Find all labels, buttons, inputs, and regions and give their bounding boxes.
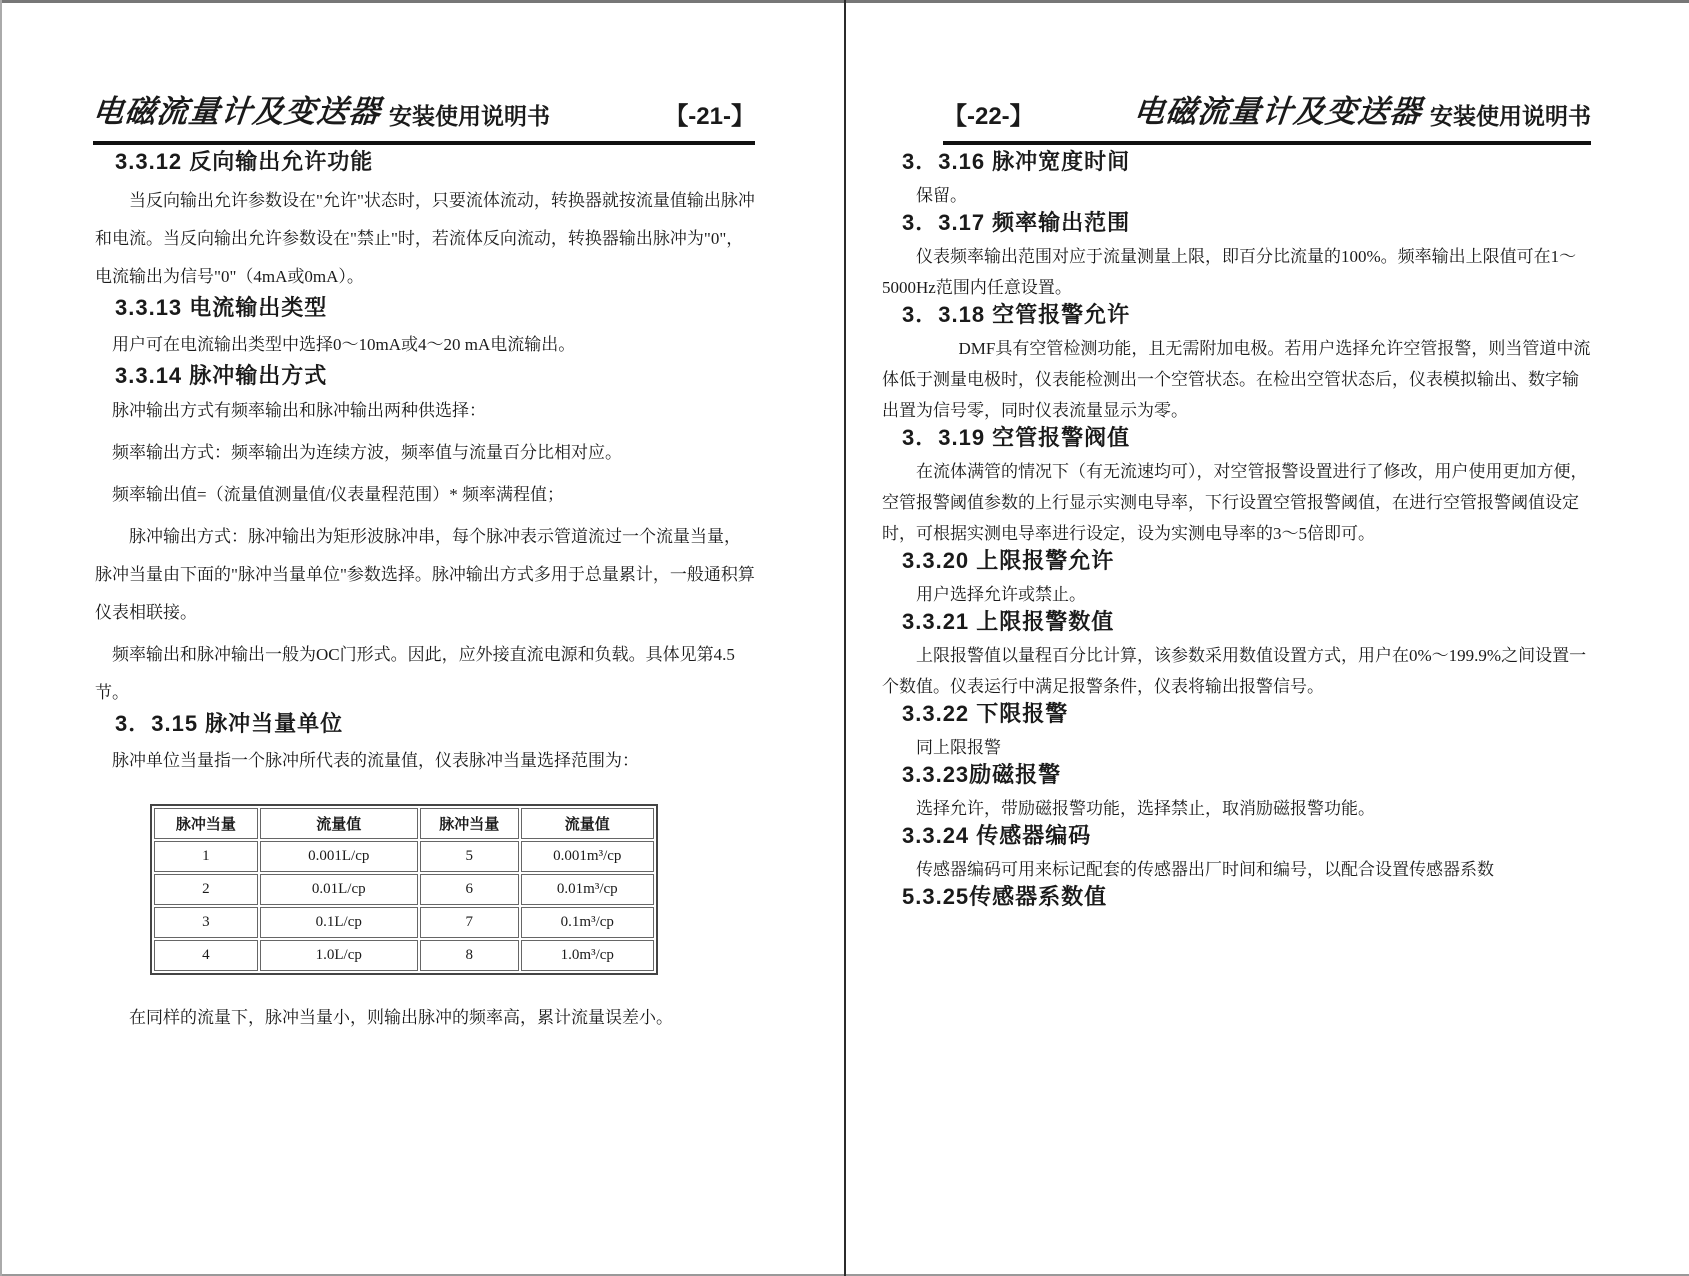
table-row bbox=[154, 940, 654, 971]
section-heading-3-3-13: 3.3.13 电流输出类型 bbox=[115, 295, 328, 320]
paragraph: 频率输出和脉冲输出一般为OC门形式。因此，应外接直流电源和负载。具体见第4.5节。 bbox=[95, 645, 735, 702]
table-cell: 3 bbox=[154, 907, 258, 938]
section-heading-3-3-15: 3．3.15 脉冲当量单位 bbox=[115, 711, 344, 736]
paragraph: 用户选择允许或禁止。 bbox=[916, 585, 1086, 604]
table-cell: 8 bbox=[420, 940, 519, 971]
section-heading-3-3-20: 3.3.20 上限报警允许 bbox=[902, 548, 1115, 573]
section-heading-3-3-23: 3.3.23励磁报警 bbox=[902, 762, 1062, 787]
right-page-content bbox=[882, 150, 1594, 909]
right-header-subtitle: 安装使用说明书 bbox=[1430, 103, 1591, 129]
paragraph: 同上限报警 bbox=[916, 738, 1001, 757]
table-cell: 0.001L/cp bbox=[260, 841, 418, 872]
right-header-title: 电磁流量计及变送器 bbox=[1131, 94, 1424, 129]
table-cell: 5 bbox=[420, 841, 519, 872]
table-row bbox=[154, 907, 654, 938]
table-cell: 1.0m³/cp bbox=[521, 940, 654, 971]
section-heading-3-3-18: 3．3.18 空管报警允许 bbox=[902, 302, 1131, 327]
paragraph: 上限报警值以量程百分比计算，该参数采用数值设置方式，用户在0%～199.9%之间设置一个数值。仪表运行中满足报警条件，仪表将输出报警信号。 bbox=[882, 646, 1587, 696]
right-page-header bbox=[943, 86, 1591, 145]
table-header-cell: 流量值 bbox=[521, 808, 654, 839]
table-cell: 1 bbox=[154, 841, 258, 872]
section-heading-3-3-21: 3.3.21 上限报警数值 bbox=[902, 609, 1115, 634]
paragraph: 用户可在电流输出类型中选择0～10mA或4～20 mA电流输出。 bbox=[112, 335, 576, 354]
section-heading-3-3-14: 3.3.14 脉冲输出方式 bbox=[115, 363, 328, 388]
paragraph: 选择允许，带励磁报警功能，选择禁止，取消励磁报警功能。 bbox=[916, 799, 1375, 818]
section-heading-3-3-12: 3.3.12 反向输出允许功能 bbox=[115, 149, 374, 174]
right-header-title-group bbox=[1131, 86, 1591, 131]
table-cell: 0.1L/cp bbox=[260, 907, 418, 938]
paragraph: 频率输出值=（流量值测量值/仪表量程范围）* 频率满程值； bbox=[112, 485, 565, 504]
pulse-equivalent-table bbox=[150, 804, 658, 975]
paragraph: DMF具有空管检测功能，且无需附加电极。若用户选择允许空管报警，则当管道中流体低于测量电极时，仪表能检测出一个空管状态。在检出空管状态后，仪表模拟输出、数字输出置为信号零，同时仪表流量显示为零。 bbox=[882, 339, 1591, 420]
paragraph: 传感器编码可用来标记配套的传感器出厂时间和编号，以配合设置传感器系数 bbox=[916, 860, 1494, 879]
table-row bbox=[154, 874, 654, 905]
right-page-number: 【-22-】 bbox=[943, 103, 1034, 130]
table-header-cell: 脉冲当量 bbox=[154, 808, 258, 839]
paragraph: 保留。 bbox=[916, 186, 967, 205]
section-heading-5-3-25: 5.3.25传感器系数值 bbox=[902, 884, 1108, 909]
section-heading-3-3-16: 3．3.16 脉冲宽度时间 bbox=[902, 149, 1131, 174]
section-heading-3-3-24: 3.3.24 传感器编码 bbox=[902, 823, 1092, 848]
paragraph: 在流体满管的情况下（有无流速均可），对空管报警设置进行了修改，用户使用更加方便，空管报警阈值参数的上行显示实测电导率，下行设置空管报警阈值，在进行空管报警阈值设定时，可根据实测电导率进行设定，设为实测电导率的3～5倍即可。 bbox=[882, 462, 1588, 543]
left-edge-line bbox=[0, 0, 2, 1276]
paragraph: 脉冲单位当量指一个脉冲所代表的流量值，仪表脉冲当量选择范围为： bbox=[112, 751, 639, 770]
paragraph: 脉冲输出方式有频率输出和脉冲输出两种供选择： bbox=[112, 401, 486, 420]
section-heading-3-3-17: 3．3.17 频率输出范围 bbox=[902, 210, 1131, 235]
section-heading-3-3-19: 3．3.19 空管报警阀值 bbox=[902, 425, 1131, 450]
paragraph: 仪表频率输出范围对应于流量测量上限，即百分比流量的100%。频率输出上限值可在1～5000Hz范围内任意设置。 bbox=[882, 247, 1577, 297]
paragraph: 当反向输出允许参数设在"允许"状态时，只要流体流动，转换器就按流量值输出脉冲和电流。当反向输出允许参数设在"禁止"时，若流体反向流动，转换器输出脉冲为"0"，电流输出为信号"0"（4mA或0mA）。 bbox=[95, 191, 755, 286]
table-cell: 6 bbox=[420, 874, 519, 905]
left-header-subtitle: 安装使用说明书 bbox=[389, 103, 550, 129]
table-cell: 2 bbox=[154, 874, 258, 905]
paragraph: 脉冲输出方式：脉冲输出为矩形波脉冲串，每个脉冲表示管道流过一个流量当量，脉冲当量由下面的"脉冲当量单位"参数选择。脉冲输出方式多用于总量累计，一般通积算仪表相联接。 bbox=[95, 527, 755, 622]
table-header-cell: 脉冲当量 bbox=[420, 808, 519, 839]
table-header-cell: 流量值 bbox=[260, 808, 418, 839]
table-cell: 7 bbox=[420, 907, 519, 938]
table-cell: 0.01m³/cp bbox=[521, 874, 654, 905]
left-page-number: 【-21-】 bbox=[664, 103, 755, 130]
table-cell: 1.0L/cp bbox=[260, 940, 418, 971]
table-cell: 0.001m³/cp bbox=[521, 841, 654, 872]
section-heading-3-3-22: 3.3.22 下限报警 bbox=[902, 701, 1069, 726]
center-page-divider bbox=[844, 0, 846, 1276]
table-cell: 4 bbox=[154, 940, 258, 971]
left-page-content bbox=[95, 150, 755, 1037]
paragraph: 频率输出方式：频率输出为连续方波，频率值与流量百分比相对应。 bbox=[112, 443, 622, 462]
table-cell: 0.01L/cp bbox=[260, 874, 418, 905]
table-note: 在同样的流量下，脉冲当量小，则输出脉冲的频率高，累计流量误差小。 bbox=[129, 1008, 673, 1027]
table-cell: 0.1m³/cp bbox=[521, 907, 654, 938]
left-page-header bbox=[90, 86, 755, 145]
left-header-title: 电磁流量计及变送器 bbox=[90, 94, 383, 129]
table-header-row bbox=[154, 808, 654, 839]
table-row bbox=[154, 841, 654, 872]
